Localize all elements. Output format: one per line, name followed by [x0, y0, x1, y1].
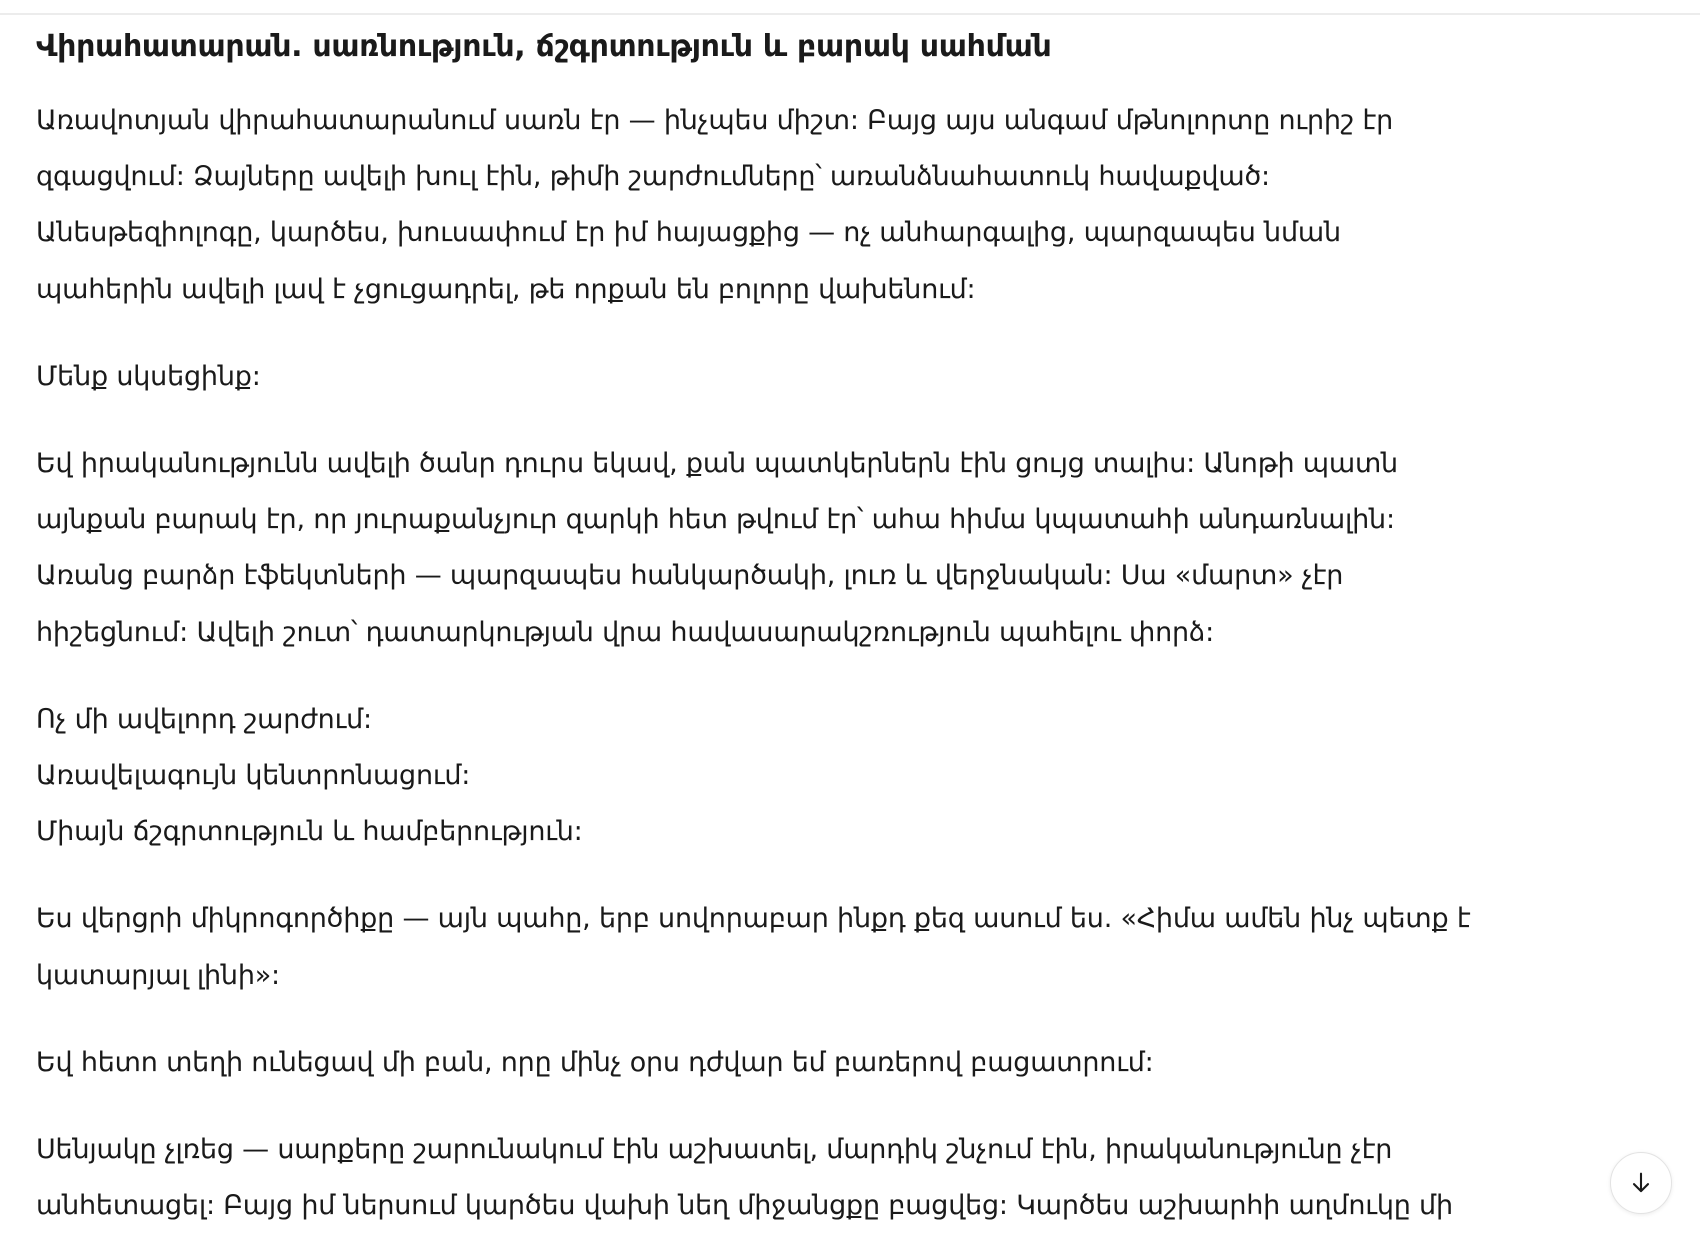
text-line: պահերին ավելի լավ է չցուցադրել, թե որքան են բոլորը վախենում:	[36, 273, 976, 305]
text-line: այնքան բարակ էր, որ յուրաքանչյուր զարկի հետ թվում էր՝ ահա հիմա կպատահի անդառնալին:	[36, 504, 1395, 536]
article-title: Վիրահատարան. սառնություն, ճշգրտություն և բարակ սահման	[36, 29, 1052, 64]
paragraph	[36, 349, 1676, 405]
text-line: կատարյալ լինի»:	[36, 959, 280, 991]
paragraph	[36, 1122, 1676, 1234]
paragraph	[36, 436, 1676, 661]
text-line: Եվ իրականությունն ավելի ծանր դուրս եկավ, քան պատկերներն էին ցույց տալիս: Անոթի պատն	[36, 448, 1398, 480]
text-line: հիշեցնում: Ավելի շուտ՝ դատարկության վրա հավասարակշռություն պահելու փորձ:	[36, 616, 1215, 648]
text-line: Միայն ճշգրտություն և համբերություն:	[36, 816, 583, 848]
paragraph	[36, 93, 1676, 318]
text-line: Ես վերցրի միկրոգործիքը — այն պահը, երբ սովորաբար ինքդ քեզ ասում ես. «Հիմա ամեն ինչ պետք է	[36, 903, 1471, 935]
text-line: Առավոտյան վիրահատարանում սառն էր — ինչպես միշտ: Բայց այս անգամ մթնոլորտը ուրիշ էր	[36, 105, 1394, 136]
text-line: Եվ հետո տեղի ունեցավ մի բան, որը մինչ օրս դժվար եմ բառերով բացատրում:	[36, 1046, 1154, 1078]
text-line: անհետացել: Բայց իմ ներսում կարծես վախի նեղ միջանցքը բացվեց: Կարծես աշխարհի աղմուկը մի	[36, 1190, 1453, 1222]
text-line: Անեսթեզիոլոգը, կարծես, խուսափում էր իմ հայացքից — ոչ անհարգալից, պարզապես նման	[36, 217, 1341, 249]
text-line: Ոչ մի ավելորդ շարժում:	[36, 703, 372, 735]
text-line: Առավելագույն կենտրոնացում:	[36, 760, 471, 792]
top-divider	[0, 13, 1700, 15]
scroll-to-bottom-button[interactable]	[1610, 1152, 1672, 1214]
text-line: Սենյակը չլռեց — սարքերը շարունակում էին աշխատել, մարդիկ շնչում էին, իրականությունը չէր	[36, 1134, 1393, 1166]
text-line: Առանց բարձր էֆեկտների — պարզապես հանկարծակի, լուռ և վերջնական: Սա «մարտ» չէր	[36, 560, 1344, 592]
paragraph	[36, 1035, 1676, 1091]
article	[36, 22, 1676, 1234]
text-line: զգացվում: Ձայները ավելի խուլ էին, թիմի շարժումները՝ առանձնահատուկ հավաքված:	[36, 161, 1270, 193]
article-body	[36, 93, 1676, 1234]
text-line: Մենք սկսեցինք:	[36, 360, 261, 392]
paragraph	[36, 692, 1676, 861]
paragraph	[36, 891, 1676, 1003]
arrow-down-icon	[1627, 1169, 1655, 1197]
